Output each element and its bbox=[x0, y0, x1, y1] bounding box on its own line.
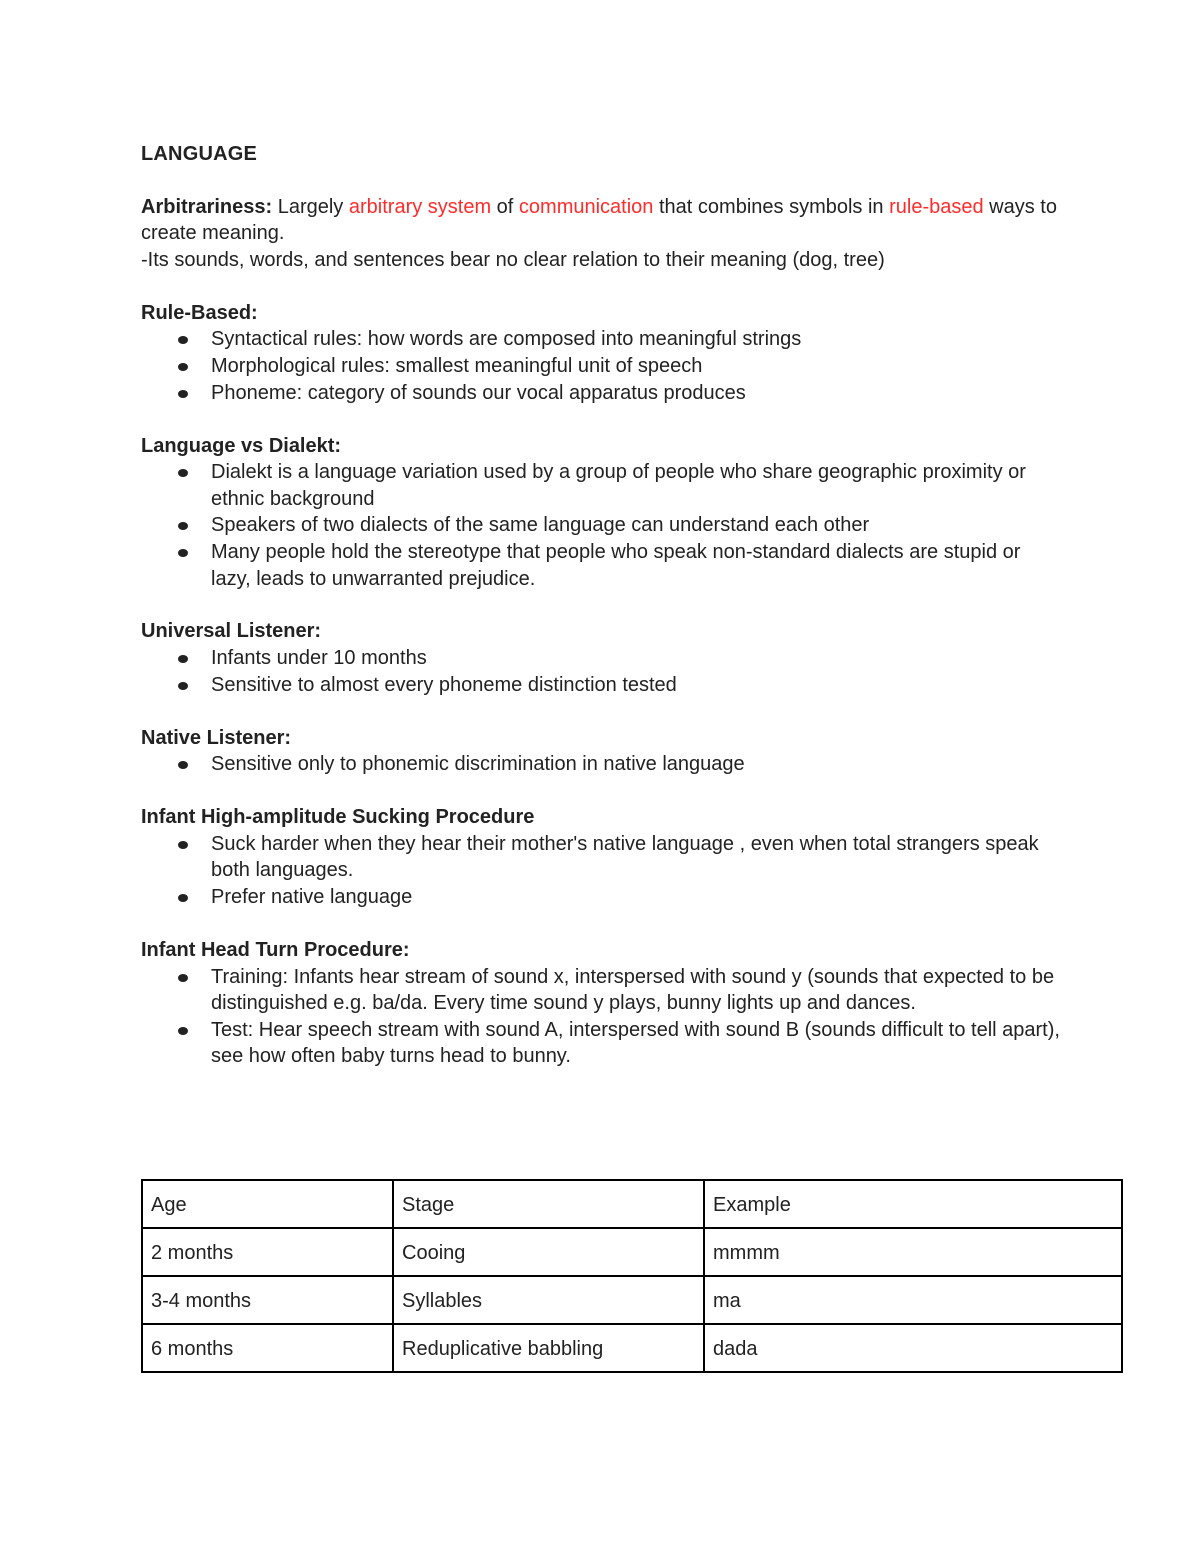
arbitrariness-definition bbox=[141, 194, 1061, 247]
list-item: Morphological rules: smallest meaningful unit of speech bbox=[141, 353, 1061, 380]
arbitrariness-text-3: that combines symbols in bbox=[653, 195, 890, 218]
table-row bbox=[142, 1324, 1122, 1372]
table-cell: 6 months bbox=[142, 1324, 393, 1372]
table-cell: Syllables bbox=[393, 1276, 704, 1324]
document-title: LANGUAGE bbox=[141, 143, 258, 165]
native-listener-list bbox=[141, 751, 1061, 778]
list-item: Training: Infants hear stream of sound x, interspersed with sound y (sounds that expected to be distinguished e.g. ba/da. Every time sound y plays, bunny lights up and dances. bbox=[141, 964, 1061, 1017]
list-item: Phoneme: category of sounds our vocal apparatus produces bbox=[141, 380, 1061, 407]
arbitrariness-text-1: Largely bbox=[272, 195, 349, 218]
table-header-cell: Stage bbox=[393, 1180, 704, 1228]
head-turn-procedure-list bbox=[141, 964, 1061, 1070]
list-item: Sensitive to almost every phoneme distinction tested bbox=[141, 672, 1061, 699]
table-row bbox=[142, 1276, 1122, 1324]
table-cell: 2 months bbox=[142, 1228, 393, 1276]
section-universal-listener bbox=[141, 618, 1061, 698]
list-item: Sensitive only to phonemic discrimination in native language bbox=[141, 751, 1061, 778]
dialect-heading: Language vs Dialekt: bbox=[141, 434, 342, 457]
section-native-listener bbox=[141, 725, 1061, 778]
table-row bbox=[142, 1228, 1122, 1276]
table-cell: 3-4 months bbox=[142, 1276, 393, 1324]
list-item: Prefer native language bbox=[141, 884, 1061, 911]
arbitrariness-heading: Arbitrariness: bbox=[141, 195, 273, 218]
highlight-communication: communication bbox=[518, 195, 654, 218]
table-cell: Cooing bbox=[393, 1228, 704, 1276]
rule-based-list bbox=[141, 326, 1061, 406]
table-cell: dada bbox=[704, 1324, 1122, 1372]
sucking-procedure-heading: Infant High-amplitude Sucking Procedure bbox=[141, 806, 535, 829]
table-header-cell: Age bbox=[142, 1180, 393, 1228]
highlight-arbitrary-system: arbitrary system bbox=[348, 195, 492, 218]
head-turn-procedure-heading: Infant Head Turn Procedure: bbox=[141, 939, 410, 961]
table-header-row bbox=[142, 1180, 1122, 1228]
list-item: Test: Hear speech stream with sound A, interspersed with sound B (sounds difficult to tell apart), see how often baby turns head to bunny. bbox=[141, 1017, 1061, 1070]
section-rule-based bbox=[141, 300, 1061, 406]
document-body bbox=[141, 141, 1061, 1096]
table-cell: mmmm bbox=[704, 1228, 1122, 1276]
dialect-list bbox=[141, 459, 1061, 592]
sucking-procedure-list bbox=[141, 831, 1061, 911]
section-head-turn-procedure bbox=[141, 937, 1061, 1070]
section-arbitrariness bbox=[141, 194, 1061, 274]
table-cell: ma bbox=[704, 1276, 1122, 1324]
section-dialect bbox=[141, 433, 1061, 593]
native-listener-heading: Native Listener: bbox=[141, 726, 292, 749]
list-item: Syntactical rules: how words are composed into meaningful strings bbox=[141, 326, 1061, 353]
table-header-cell: Example bbox=[704, 1180, 1122, 1228]
list-item: Many people hold the stereotype that people who speak non-standard dialects are stupid or lazy, leads to unwarranted prejudice. bbox=[141, 539, 1061, 592]
highlight-rule-based: rule-based bbox=[889, 195, 984, 218]
arbitrariness-text-2: of bbox=[491, 195, 519, 218]
universal-listener-list bbox=[141, 645, 1061, 698]
arbitrariness-note: -Its sounds, words, and sentences bear no clear relation to their meaning (dog, tree) bbox=[141, 248, 885, 271]
universal-listener-heading: Universal Listener: bbox=[141, 620, 322, 643]
list-item: Infants under 10 months bbox=[141, 645, 1061, 672]
rule-based-heading: Rule-Based: bbox=[141, 301, 258, 324]
language-stages-table bbox=[141, 1179, 1123, 1373]
list-item: Speakers of two dialects of the same language can understand each other bbox=[141, 512, 1061, 539]
arbitrariness-text-4: ways to create meaning. bbox=[141, 195, 1057, 245]
list-item: Dialekt is a language variation used by a group of people who share geographic proximity or ethnic background bbox=[141, 459, 1061, 512]
section-sucking-procedure bbox=[141, 804, 1061, 910]
list-item: Suck harder when they hear their mother's native language , even when total strangers speak both languages. bbox=[141, 831, 1061, 884]
table-cell: Reduplicative babbling bbox=[393, 1324, 704, 1372]
